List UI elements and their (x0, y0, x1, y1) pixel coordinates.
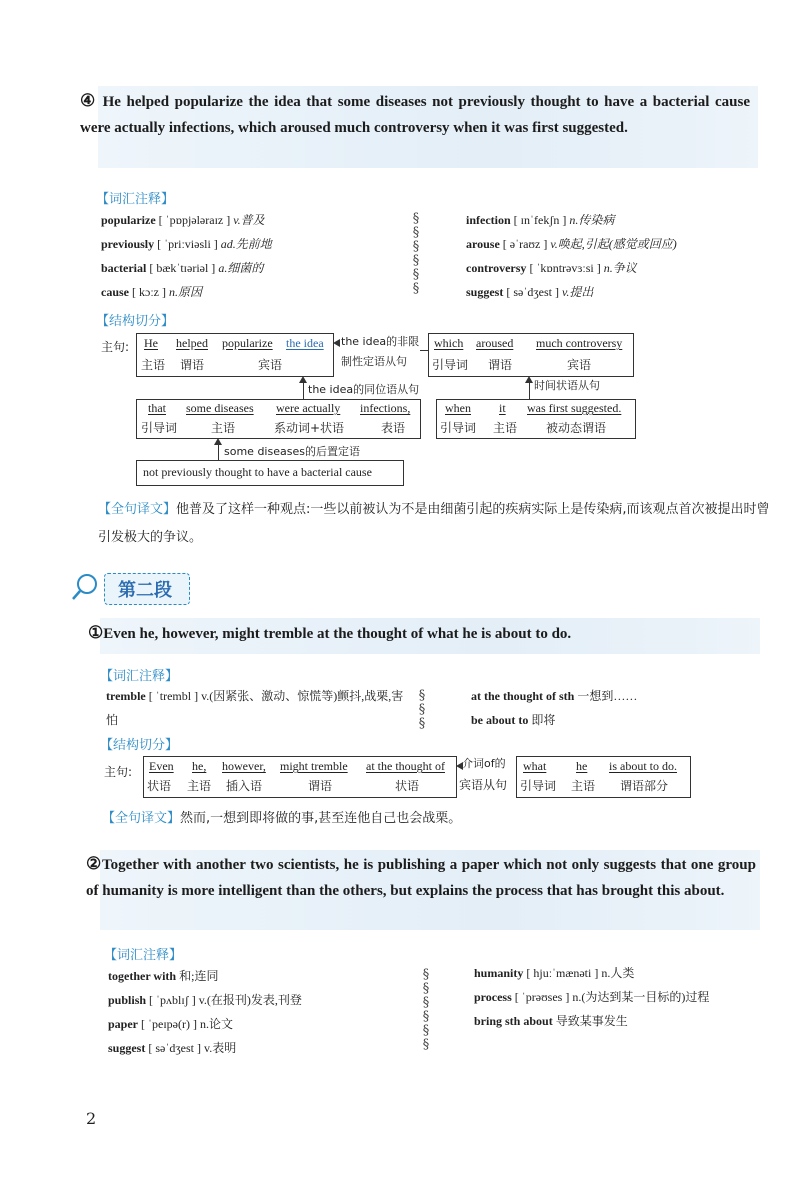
role: 状语 (395, 779, 420, 793)
vocab-item: tremble [ ˈtrembl ] v.(因紧张、激动、惊慌等)颤抖,战栗,害怕 (106, 689, 404, 727)
word: infections, (360, 401, 411, 415)
role: 系动词+状语 (274, 421, 345, 435)
vocab-item: together with 和;连同 (108, 969, 219, 983)
role: 表语 (381, 421, 406, 435)
role: 宾语 (567, 358, 592, 372)
sentence-text: Even he, however, might tremble at the thought of what he is about to do. (103, 626, 572, 642)
vocab-left-list (108, 964, 418, 1060)
word: that (148, 401, 166, 415)
role: 谓语 (488, 358, 513, 372)
word: popularize (222, 336, 273, 350)
vocab-item: bacterial [ bækˈtɪəriəl ] a.细菌的 (101, 261, 264, 275)
arrow (333, 339, 340, 347)
role: 引导词 (440, 421, 477, 435)
vocab-item: process [ ˈprəʊses ] n.(为达到某一目标的)过程 (474, 990, 710, 1004)
vocab-right-list (474, 961, 794, 1033)
role: 引导词 (141, 421, 178, 435)
wavy-divider: § § § (418, 688, 426, 731)
section-title: 第二段 (118, 580, 172, 601)
role: 主语 (571, 779, 596, 793)
sentence-text: He helped popularize the idea that some diseases not previously thought to have a bacterial cause were actually infections, which aroused much controversy when it was first suggested. (80, 94, 751, 136)
role: 宾语 (258, 358, 283, 372)
word: which (434, 336, 464, 350)
role: 引导词 (432, 358, 469, 372)
sentence-2 (86, 851, 756, 904)
sentence-number: ④ (80, 91, 98, 110)
word: it (499, 401, 506, 415)
translation-tag: 【全句译文】 (98, 502, 177, 517)
relation-label: 时间状语从句 (534, 379, 600, 392)
sentence-text: Together with another two scientists, he is publishing a paper which not only suggests that one group of humanity is more intelligent than the others, but explains the process that has brought this about. (86, 857, 756, 899)
page-number: 2 (86, 1109, 97, 1128)
relation-label: the idea的同位语从句 (308, 383, 420, 396)
role: 主语 (493, 421, 518, 435)
postmod-text: not previously thought to have a bacterial cause (143, 465, 372, 479)
vocab-item: at the thought of sth 一想到…… (471, 689, 638, 703)
translation (102, 805, 772, 833)
vocab-item: cause [ kɔːz ] n.原因 (101, 285, 202, 299)
word: is about to do. (609, 759, 677, 773)
relation-label: 介词of的 (462, 757, 506, 770)
vocab-item: suggest [ səˈdʒest ] v.表明 (108, 1041, 237, 1055)
vocab-right-list (471, 684, 771, 732)
role: 主语 (187, 779, 212, 793)
word: were actually (276, 401, 341, 415)
word: helped (176, 336, 208, 350)
word: when (445, 401, 471, 415)
vocab-item: humanity [ hjuːˈmænəti ] n.人类 (474, 966, 635, 980)
vocab-tag: 【词汇注释】 (104, 948, 183, 963)
word: might tremble (280, 759, 348, 773)
main-clause-label: 主句: (104, 765, 133, 779)
connector (303, 382, 304, 399)
vocab-item: bring sth about 导致某事发生 (474, 1014, 628, 1028)
vocab-left-list (101, 208, 421, 304)
word: what (523, 759, 547, 773)
vocab-left-list (106, 684, 406, 732)
word: He (144, 336, 158, 350)
role: 主语 (141, 358, 166, 372)
role: 谓语 (308, 779, 333, 793)
relation-label: 制性定语从句 (341, 355, 407, 368)
vocab-item: be about to 即将 (471, 713, 556, 727)
translation-text: 他普及了这样一种观点:一些以前被认为不是由细菌引起的疾病实际上是传染病,而该观点首次被提出时曾引发极大的争议。 (98, 502, 770, 545)
translation (98, 496, 770, 552)
relation-label: the idea的非限 (341, 335, 420, 348)
structure-tag: 【结构切分】 (96, 314, 175, 329)
main-clause-label: 主句: (101, 340, 130, 354)
sentence-number: ② (86, 854, 102, 873)
connector (529, 382, 530, 399)
sentence-1 (88, 620, 768, 647)
vocab-item: popularize [ ˈpɒpjələraɪz ] v.普及 (101, 213, 265, 227)
word: he, (192, 759, 207, 773)
role: 谓语部分 (620, 779, 669, 793)
vocab-item: publish [ ˈpʌblɪʃ ] v.(在报刊)发表,刊登 (108, 993, 302, 1007)
word: he (576, 759, 588, 773)
sentence-4 (80, 88, 750, 141)
translation-tag: 【全句译文】 (102, 811, 181, 826)
translation-text: 然而,一想到即将做的事,甚至连他自己也会战栗。 (180, 811, 462, 826)
vocab-item: previously [ ˈpriːviəsli ] ad.先前地 (101, 237, 272, 251)
relation-label: 宾语从句 (459, 778, 508, 792)
word: was first suggested. (527, 401, 622, 415)
vocab-item: arouse [ əˈraʊz ] v.唤起,引起(感觉或回应) (466, 237, 677, 251)
word: much controversy (536, 336, 623, 350)
relation-label: some diseases的后置定语 (224, 445, 360, 458)
role: 被动态谓语 (546, 421, 607, 435)
vocab-item: paper [ ˈpeɪpə(r) ] n.论文 (108, 1017, 233, 1031)
structure-tag: 【结构切分】 (100, 738, 179, 753)
magnifier-icon (70, 572, 100, 602)
word: however, (222, 759, 266, 773)
role: 引导词 (520, 779, 557, 793)
role: 插入语 (226, 779, 263, 793)
vocab-tag: 【词汇注释】 (100, 669, 179, 684)
vocab-right-list (466, 208, 786, 304)
connector (420, 350, 428, 351)
vocab-item: suggest [ səˈdʒest ] v.提出 (466, 285, 594, 299)
connector (218, 444, 219, 460)
word: the idea (286, 336, 324, 350)
vocab-item: infection [ ɪnˈfekʃn ] n.传染病 (466, 213, 615, 227)
word: Even (149, 759, 174, 773)
wavy-divider: § § § § § § (422, 967, 430, 1052)
vocab-item: controversy [ ˈkɒntrəvɜːsi ] n.争议 (466, 261, 637, 275)
wavy-divider: § § § § § § (412, 211, 420, 296)
role: 状语 (147, 779, 172, 793)
vocab-tag: 【词汇注释】 (96, 192, 175, 207)
role: 主语 (211, 421, 236, 435)
word: aroused (476, 336, 514, 350)
word: at the thought of (366, 759, 445, 773)
role: 谓语 (180, 358, 205, 372)
sentence-number: ① (88, 623, 104, 642)
word: some diseases (186, 401, 254, 415)
